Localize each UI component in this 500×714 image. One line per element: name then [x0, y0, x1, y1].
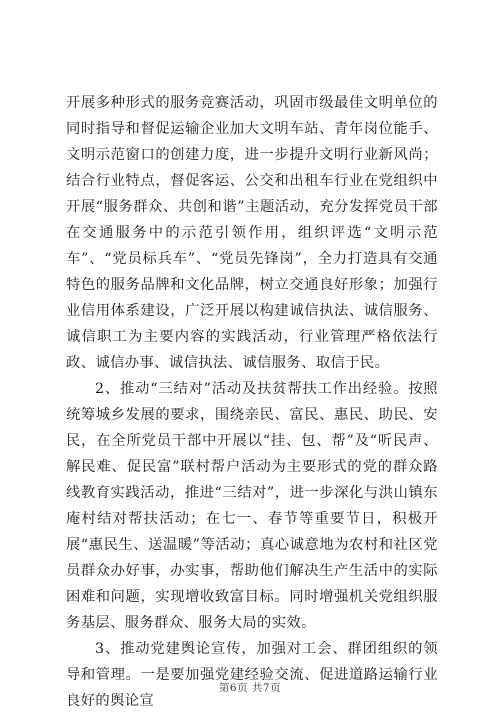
paragraph-item-3: 3、推动党建舆论宣传，加强对工会、群团组织的领导和管理。一是要加强党建经验交流、促进道路运输行业良好的舆论宣: [66, 641, 438, 709]
document-body: [66, 90, 438, 714]
paragraph-continuation: 开展多种形式的服务竞赛活动，巩固市级最佳文明单位的同时指导和督促运输企业加大文明车站、青年岗位能手、文明示范窗口的创建力度，进一步提升文明行业新风尚；结合行业特点，督促客运、公交和出租车行业在党组织中开展“服务群众、共创和谐”主题活动，充分发挥党员干部在交通服务中的示范引领作用，组织评选“文明示范车”、“党员标兵车”、“党员先锋岗”，全力打造具有交通特色的服务品牌和文化品牌，树立交通良好形象；加强行业信用体系建设，广泛开展以构建诚信执法、诚信服务、诚信职工为主要内容的实践活动，行业管理严格依法行政、诚信办事、诚信执法、诚信服务、取信于民。: [66, 95, 438, 371]
page-number-footer: 第6页 共7页: [218, 682, 282, 694]
paragraph-item-2: 2、推动“三结对”活动及扶贫帮扶工作出经验。按照统筹城乡发展的要求，围绕亲民、富民、惠民、助民、安民，在全所党员干部中开展以“挂、包、帮”及“听民声、解民难、促民富”联村帮户活动为主要形式的党的群众路线教育实践活动，推进“三结对”，进一步深化与洪山镇东庵村结对帮扶活动；在七一、春节等重要节日，积极开展“惠民生、送温暖”等活动；真心诚意地为农村和社区党员群众办好事，办实事，帮助他们解决生产生活中的实际困难和问题，实现增收致富目标。同时增强机关党组织服务基层、服务群众、服务大局的实效。: [66, 381, 438, 631]
